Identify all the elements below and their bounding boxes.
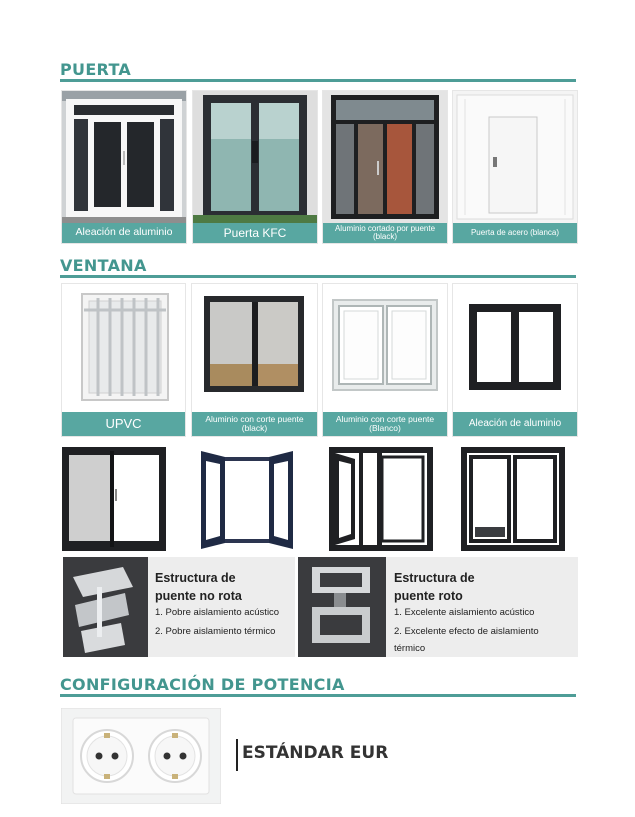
broken-point: 2. Excelente efecto de aislamiento: [394, 626, 539, 637]
window-label: UPVC: [62, 412, 185, 436]
power-standard-label: ESTÁNDAR EUR: [242, 743, 389, 763]
broken-point: térmico: [394, 643, 426, 654]
unbroken-title-line2: puente no rota: [155, 589, 242, 603]
door-label: Puerta de acero (blanca): [453, 223, 577, 243]
section-divider: [60, 79, 576, 82]
door-card-aluminum: [61, 90, 187, 244]
window-label: Aluminio con corte puente (black): [192, 412, 317, 436]
section-title-puerta: PUERTA: [60, 60, 132, 79]
door-label: Aleación de aluminio: [62, 223, 186, 243]
broken-profile-image: [298, 557, 386, 657]
door-card-steel-white: [452, 90, 578, 244]
unbroken-point: 1. Pobre aislamiento acústico: [155, 607, 280, 618]
steel-door-image: [453, 91, 577, 223]
section-title-ventana: VENTANA: [60, 256, 147, 275]
section-divider: [60, 694, 576, 697]
aluminum-door-image: [62, 91, 186, 223]
black-sliding-window-image: [192, 284, 317, 412]
door-label: Aluminio cortado por puente (black): [323, 223, 447, 243]
eu-socket-image: [61, 708, 221, 804]
casement-window-open-image: [195, 447, 299, 551]
bridge-broken-panel: [298, 557, 578, 657]
door-card-broken-bridge-black: [322, 90, 448, 244]
window-card-aluminum: [452, 283, 578, 437]
broken-title-line2: puente roto: [394, 589, 463, 603]
door-card-kfc: [192, 90, 318, 244]
unbroken-profile-image: [63, 557, 148, 657]
window-label: Aleación de aluminio: [453, 412, 577, 436]
kfc-door-image: [193, 91, 317, 223]
broken-title-line1: Estructura de: [394, 571, 475, 585]
unbroken-title-line1: Estructura de: [155, 571, 236, 585]
upvc-window-image: [62, 284, 185, 412]
section-title-potencia: CONFIGURACIÓN DE POTENCIA: [60, 675, 345, 694]
sliding-window-screen-image: [62, 447, 166, 551]
window-card-bridge-white: [322, 283, 448, 437]
door-label: Puerta KFC: [193, 223, 317, 243]
black-aluminum-door-image: [323, 91, 447, 223]
window-card-bridge-black: [191, 283, 318, 437]
section-divider: [60, 275, 576, 278]
window-card-upvc: [61, 283, 186, 437]
standard-divider: [236, 739, 238, 771]
tilt-turn-window-image: [329, 447, 433, 551]
black-aluminum-window-image: [453, 284, 577, 412]
window-label: Aluminio con corte puente (Blanco): [323, 412, 447, 436]
broken-point: 1. Excelente aislamiento acústico: [394, 607, 535, 618]
bridge-unbroken-panel: [63, 557, 295, 657]
white-sliding-window-image: [323, 284, 447, 412]
unbroken-point: 2. Pobre aislamiento térmico: [155, 626, 276, 637]
awning-window-image: [461, 447, 565, 551]
